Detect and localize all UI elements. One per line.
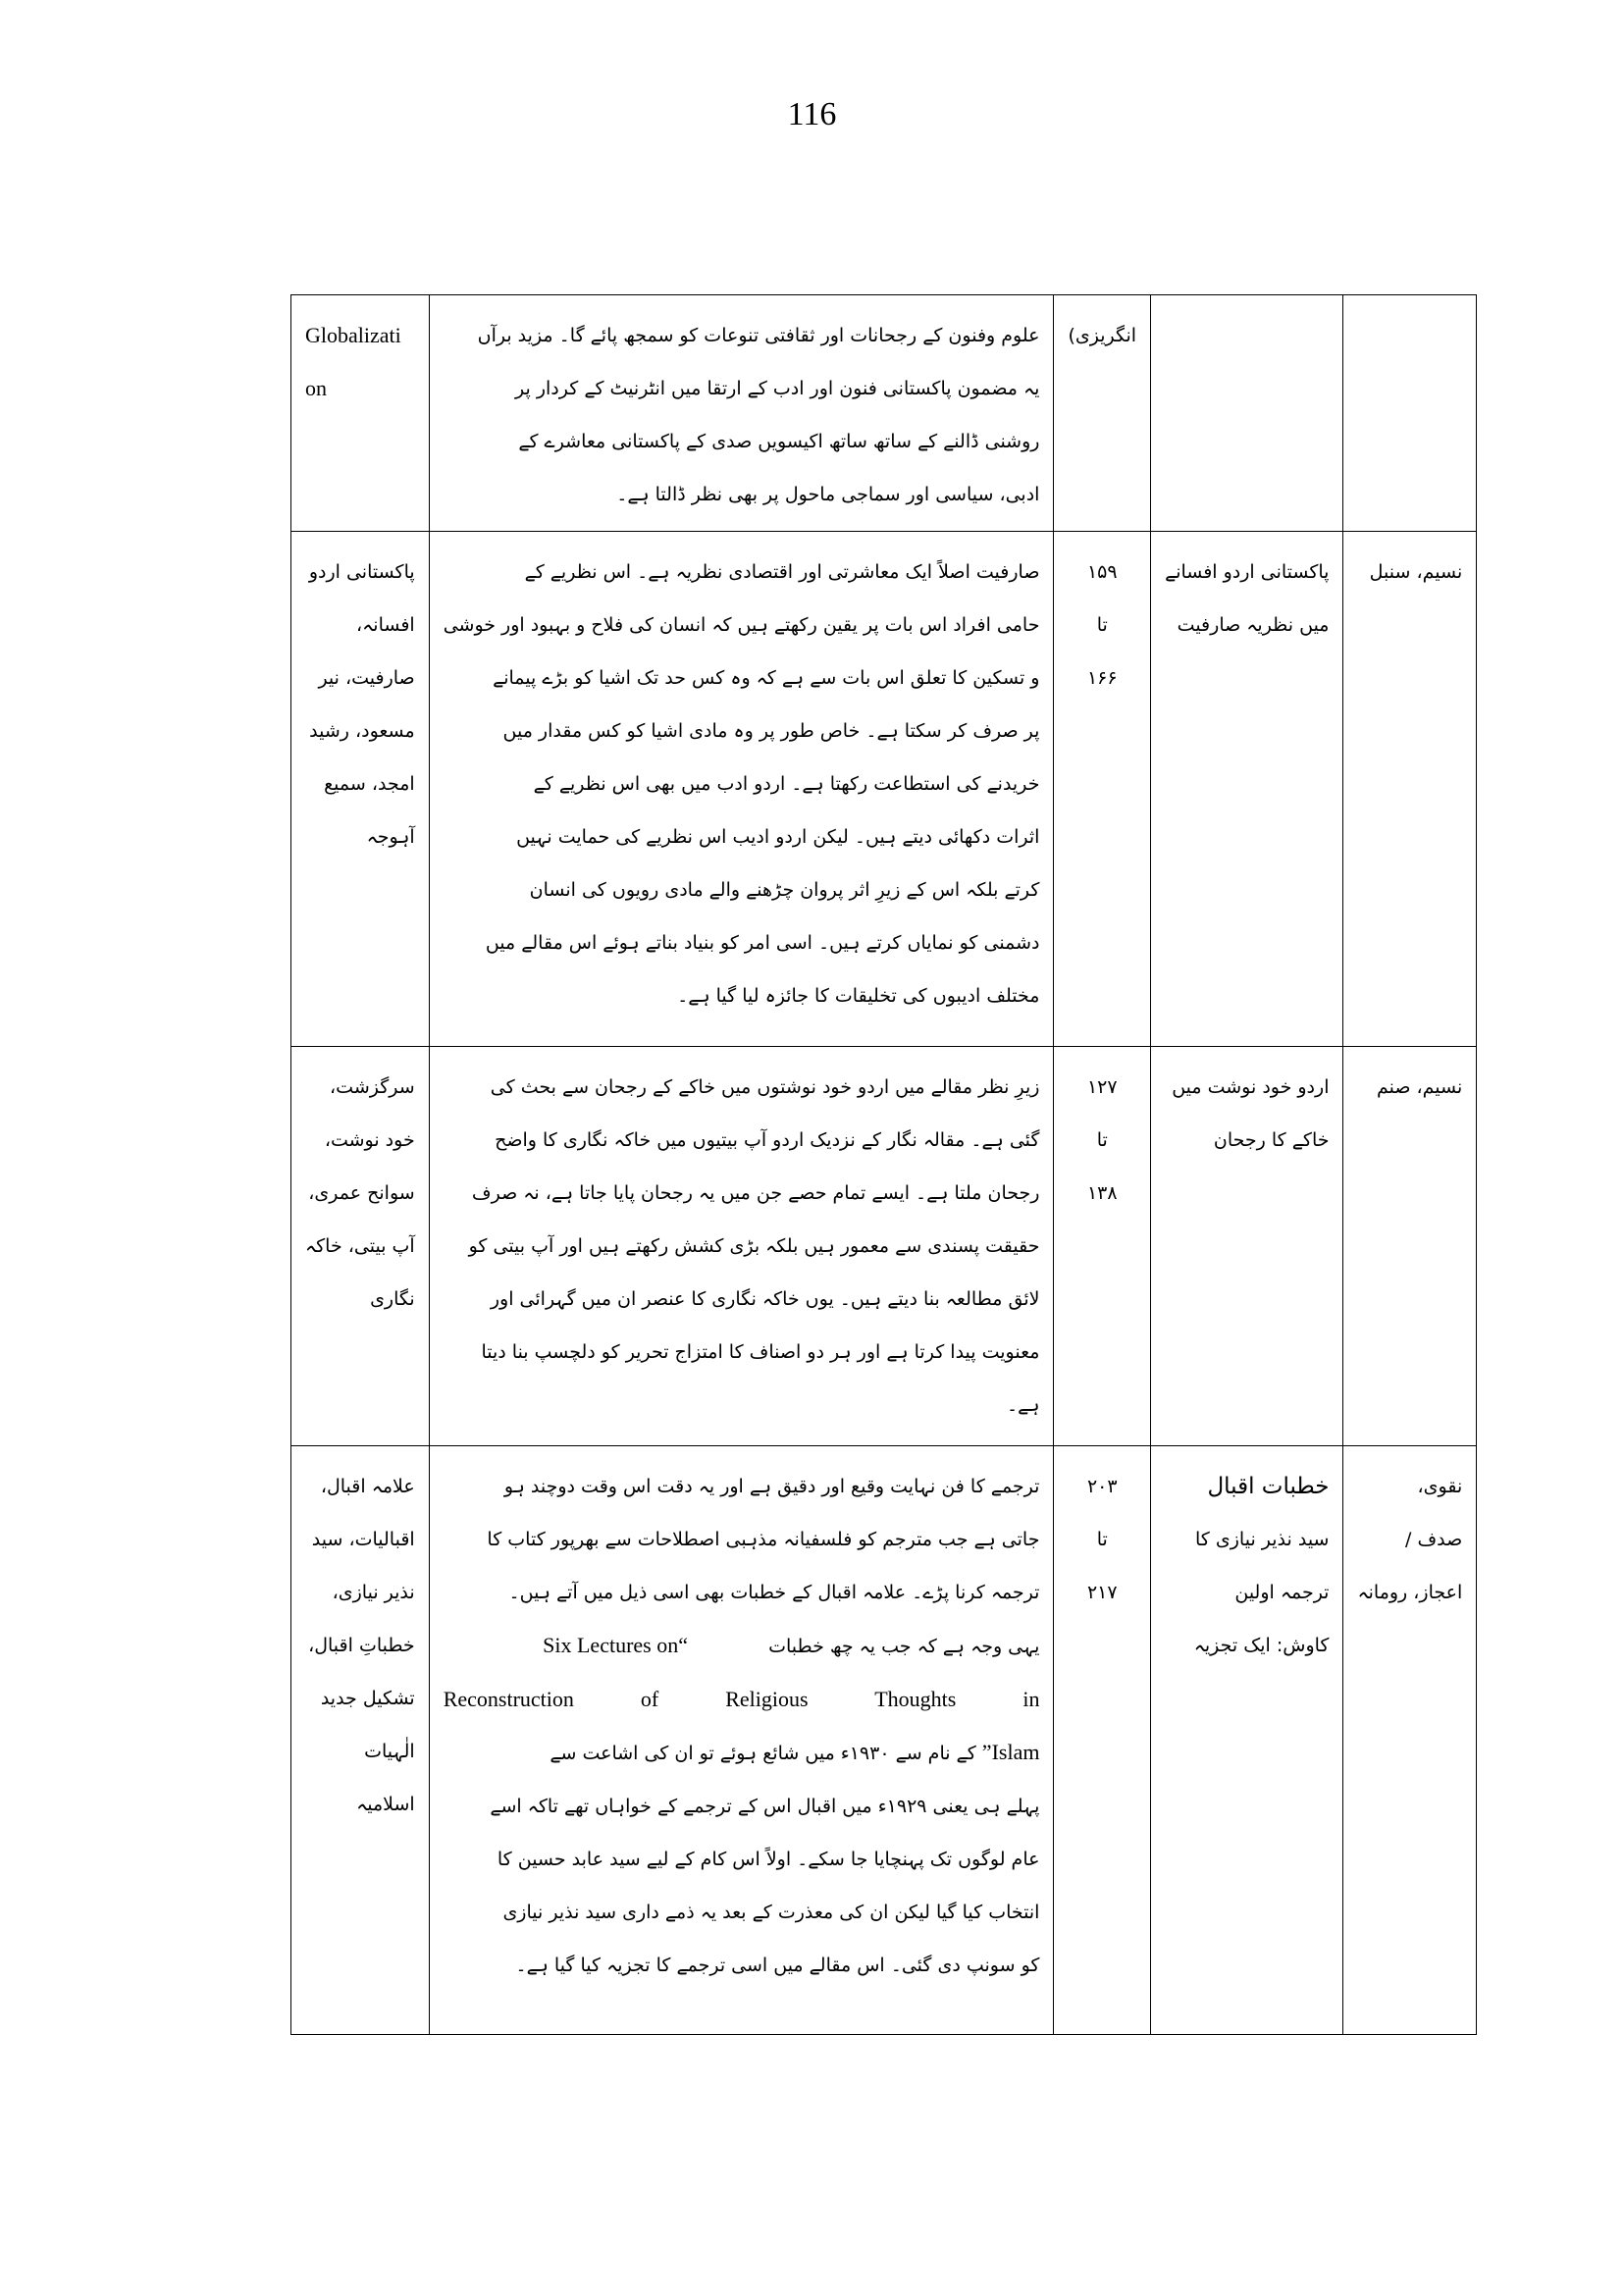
author-line: صدف / [1405,1529,1463,1550]
bibliography-table [290,294,1477,2035]
author-line: نسیم، صنم [1376,1076,1463,1098]
keyword-line: سوانح عمری، [308,1182,415,1204]
keyword-line: on [305,376,327,400]
keyword-line: خود نوشت، [324,1129,415,1151]
page-number: 116 [787,96,837,132]
pages-line: تا [1096,614,1108,636]
pages-line: ۲۱۷ [1086,1582,1118,1603]
abstract-cell [429,295,1054,532]
title-line: پاکستانی اردو افسانے [1165,561,1330,583]
abstract-line: روشنی ڈالنے کے ساتھ ساتھ اکیسویں صدی کے پاکستانی معاشرے کے [518,431,1040,452]
abstract-line: دشمنی کو نمایاں کرتے ہیں۔ اسی امر کو بنیاد بناتے ہوئے اس مقالے میں [485,932,1040,954]
abstract-line: علوم وفنون کے رجحانات اور ثقافتی تنوعات کو سمجھ پائے گا۔ مزید برآں [477,325,1040,346]
keyword-line: پاکستانی اردو [308,561,415,583]
abstract-line: عام لوگوں تک پہنچایا جا سکے۔ اولاً اس کام کے لیے سید عابد حسین کا [497,1849,1040,1870]
keyword-line: اسلامیہ [356,1794,415,1815]
pages-cell [1054,1047,1151,1446]
keyword-line: آہوجہ [366,826,415,848]
pages-line: انگریزی) [1068,325,1137,346]
pages-cell [1054,295,1151,532]
table-row [291,295,1477,532]
title-cell [1151,295,1343,532]
abstract-urdu-segment: یہی وجہ ہے کہ جب یہ چھ خطبات [768,1636,1040,1657]
keywords-cell [291,1047,430,1446]
abstract-line: زیرِ نظر مقالے میں اردو خود نوشتوں میں خاکے کے رجحان سے بحث کی [490,1076,1040,1098]
title-cell [1151,1047,1343,1446]
title-line: اردو خود نوشت میں [1172,1076,1330,1098]
keywords-cell [291,532,430,1047]
abstract-line: حقیقت پسندی سے معمور ہیں بلکہ بڑی کشش رکھتے ہیں اور آپ بیتی کو [468,1235,1040,1257]
abstract-cell [429,1047,1054,1446]
title-cell [1151,1446,1343,2035]
pages-line: ۲۰۳ [1086,1476,1118,1497]
abstract-line: کو سونپ دی گئی۔ اس مقالے میں اسی ترجمے کا تجزیہ کیا گیا ہے۔ [515,1955,1040,1976]
keyword-line: اقبالیات، سید [311,1529,415,1550]
author-cell [1343,1047,1477,1446]
keyword-line: سرگزشت، [330,1076,415,1098]
abstract-english-line: Reconstruction of Religious Thoughts in [443,1687,1040,1711]
author-line: نسیم، سنبل [1369,561,1463,583]
abstract-cell [429,532,1054,1047]
abstract-line: لائق مطالعہ بنا دیتے ہیں۔ یوں خاکہ نگاری کا عنصر ان میں گہرائی اور [490,1288,1040,1310]
pages-line: ۱۵۹ [1086,561,1118,583]
table-row [291,532,1477,1047]
keyword-line: صارفیت، نیر [318,667,415,689]
pages-line: ۱۳۸ [1086,1182,1118,1204]
title-line: سید نذیر نیازی کا [1195,1529,1330,1550]
abstract-line: رجحان ملتا ہے۔ ایسے تمام حصے جن میں یہ رجحان پایا جاتا ہے، نہ صرف [471,1182,1040,1204]
title-cell [1151,532,1343,1047]
abstract-english-segment: Islam” [981,1740,1040,1764]
abstract-line: انتخاب کیا گیا لیکن ان کی معذرت کے بعد یہ ذمے داری سید نذیر نیازی [502,1902,1040,1923]
keyword-line: مسعود، رشید [309,720,415,742]
title-line: خاکے کا رجحان [1213,1129,1330,1151]
keyword-line: نذیر نیازی، [332,1582,415,1603]
title-line: میں نظریہ صارفیت [1177,614,1330,636]
abstract-line: یہ مضمون پاکستانی فنون اور ادب کے ارتقا میں انٹرنیٹ کے کردار پر [515,378,1040,399]
abstract-line: معنویت پیدا کرتا ہے اور ہر دو اصناف کا امتزاج تحریر کو دلچسپ بنا دیتا [481,1341,1040,1363]
abstract-line: خریدنے کی استطاعت رکھتا ہے۔ اردو ادب میں بھی اس نظریے کے [533,773,1040,795]
pages-line: تا [1096,1529,1108,1550]
abstract-line: ہے۔ [1007,1394,1040,1416]
abstract-line: اثرات دکھائی دیتے ہیں۔ لیکن اردو ادیب اس نظریے کی حمایت نہیں [516,826,1040,848]
keyword-line: افسانہ، [356,614,415,636]
abstract-line: ترجمہ کرنا پڑے۔ علامہ اقبال کے خطبات بھی اسی ذیل میں آتے ہیں۔ [508,1582,1040,1603]
table-row [291,1047,1477,1446]
abstract-line: گئی ہے۔ مقالہ نگار کے نزدیک اردو آپ بیتیوں میں خاکہ نگاری کا واضح [495,1129,1040,1151]
abstract-line: صارفیت اصلاً ایک معاشرتی اور اقتصادی نظریہ ہے۔ اس نظریے کے [524,561,1040,583]
abstract-english-segment: “Six Lectures on [543,1633,688,1657]
abstract-line: پر صرف کر سکتا ہے۔ خاص طور پر وہ مادی اشیا کو کس مقدار میں [502,720,1040,742]
abstract-line: حامی افراد اس بات پر یقین رکھتے ہیں کہ انسان کی فلاح و بہبود اور خوشی [443,614,1040,636]
abstract-line: مختلف ادیبوں کی تخلیقات کا جائزہ لیا گیا ہے۔ [677,985,1040,1007]
author-line: اعجاز، رومانہ [1357,1582,1463,1603]
keyword-line: علامہ اقبال، [320,1476,415,1497]
abstract-line: جاتی ہے جب مترجم کو فلسفیانہ مذہبی اصطلاحات سے بھرپور کتاب کا [487,1529,1040,1550]
abstract-line: کرتے بلکہ اس کے زیرِ اثر پروان چڑھنے والے مادی رویوں کی انسان [529,879,1040,901]
author-cell [1343,1446,1477,2035]
abstract-line: ادبی، سیاسی اور سماجی ماحول پر بھی نظر ڈالتا ہے۔ [616,484,1040,505]
keyword-line: امجد، سمیع [324,773,415,795]
title-line: کاوش: ایک تجزیہ [1193,1635,1330,1656]
author-line: نقوی، [1417,1476,1463,1497]
keyword-line: نگاری [370,1288,415,1310]
table-row [291,1446,1477,2035]
abstract-line: و تسکین کا تعلق اس بات سے ہے کہ وہ کس حد تک اشیا کو بڑے پیمانے [493,667,1040,689]
pages-line: ۱۲۷ [1086,1076,1118,1098]
abstract-line: ترجمے کا فن نہایت وقیع اور دقیق ہے اور یہ دقت اس وقت دوچند ہو [503,1476,1040,1497]
keyword-line: تشکیل جدید [320,1688,415,1709]
abstract-line [444,1726,1040,1780]
author-cell [1343,532,1477,1047]
keyword-line: الٰہیات [364,1741,415,1762]
keyword-line: آپ بیتی، خاکہ [305,1235,415,1257]
abstract-urdu-segment: کے نام سے ۱۹۳۰ء میں شائع ہوئے تو ان کی اشاعت سے [550,1743,976,1764]
keyword-line: خطباتِ اقبال، [308,1635,415,1656]
author-cell [1343,295,1477,532]
title-line: ترجمہ اولین [1234,1582,1330,1603]
keywords-cell [291,1446,430,2035]
pages-cell [1054,532,1151,1047]
abstract-cell [429,1446,1054,2035]
abstract-line [444,1619,1040,1673]
pages-line: ۱۶۶ [1086,667,1118,689]
abstract-line: پہلے ہی یعنی ۱۹۲۹ء میں اقبال اس کے ترجمے کے خواہاں تھے تاکہ اسے [490,1796,1040,1817]
pages-line: تا [1096,1129,1108,1151]
keywords-cell [291,295,430,532]
title-line: خطبات اقبال [1207,1474,1330,1499]
keyword-line: Globalizati [305,323,401,347]
pages-cell [1054,1446,1151,2035]
